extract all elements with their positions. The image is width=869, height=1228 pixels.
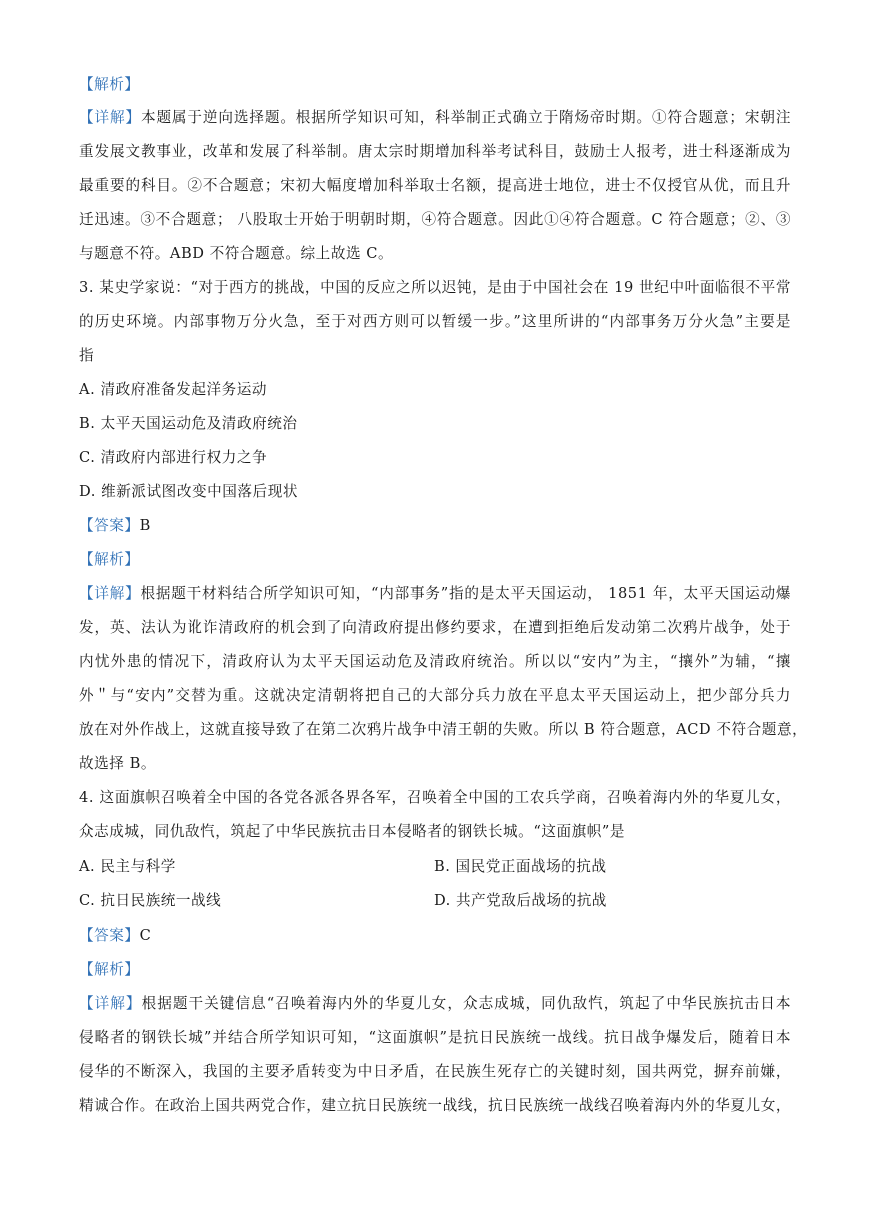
detail-line: 精诚合作。在政治上国共两党合作，建立抗日民族统一战线，抗日民族统一战线召唤着海内外的华夏儿女， <box>79 1097 791 1114</box>
detail-line: 迁迅速。③不合题意； 八股取士开始于明朝时期，④符合题意。因此①④符合题意。C 符合题意；②、③ <box>79 211 791 228</box>
answer-tag: 【答案】 <box>79 517 140 534</box>
option-d: D. 共产党敌后战场的抗战 <box>434 892 607 909</box>
option-b: B. 太平天国运动危及清政府统治 <box>79 415 298 432</box>
detail-line: 与题意不符。ABD 不符合题意。综上故选 C。 <box>79 245 394 262</box>
question-stem-line: 指 <box>79 347 95 364</box>
analysis-tag: 【解析】 <box>79 551 140 568</box>
detail-line: 【详解】根据题干材料结合所学知识可知，“内部事务”指的是太平天国运动， 1851 年，太平天国运动爆 <box>79 585 791 602</box>
question-stem-line: 的历史环境。内部事物万分火急，至于对西方则可以暂缓一步。”这里所讲的“内部事务万分火急”主要是 <box>79 313 791 330</box>
detail-line: 最重要的科目。②不合题意；宋初大幅度增加科举取士名额，提高进士地位，进士不仅授官从优，而且升 <box>79 177 791 194</box>
detail-line: 外＂与“安内”交替为重。这就决定清朝将把自己的大部分兵力放在平息太平天国运动上，把少部分兵力 <box>79 687 791 704</box>
option-c: C. 抗日民族统一战线 <box>79 892 222 909</box>
detail-tag: 【详解】 <box>79 109 141 126</box>
answer-tag: 【答案】 <box>79 927 140 944</box>
question-stem-line: 3. 某史学家说：“对于西方的挑战，中国的反应之所以迟钝，是由于中国社会在 19 世纪中叶面临很不平常 <box>79 279 791 296</box>
option-d: D. 维新派试图改变中国落后现状 <box>79 483 298 500</box>
detail-tag: 【详解】 <box>79 585 141 602</box>
question-stem-line: 众志成城，同仇敌忾，筑起了中华民族抗击日本侵略者的钢铁长城。“这面旗帜”是 <box>79 823 626 840</box>
detail-line: 重发展文教事业，改革和发展了科举制。唐太宗时期增加科举考试科目，鼓励士人报考，进士科逐渐成为 <box>79 143 791 160</box>
detail-tag: 【详解】 <box>79 995 142 1012</box>
detail-line: 【详解】根据题干关键信息“召唤着海内外的华夏儿女，众志成城，同仇敌忾，筑起了中华民族抗击日本 <box>79 995 791 1012</box>
option-c: C. 清政府内部进行权力之争 <box>79 449 268 466</box>
question-stem-line: 4. 这面旗帜召唤着全中国的各党各派各界各军，召唤着全中国的工农兵学商，召唤着海内外的华夏儿女， <box>79 789 791 806</box>
analysis-tag: 【解析】 <box>79 76 140 93</box>
detail-line: 内忧外患的情况下，清政府认为太平天国运动危及清政府统治。所以以“安内”为主，“攘外”为辅，“攘 <box>79 653 791 670</box>
answer-line <box>79 516 791 536</box>
analysis-tag: 【解析】 <box>79 961 140 978</box>
detail-line: 发，英、法认为讹诈清政府的机会到了向清政府提出修约要求，在遭到拒绝后发动第二次鸦片战争，处于 <box>79 619 791 636</box>
answer-value: C <box>139 927 152 944</box>
detail-line: 放在对外作战上，这就直接导致了在第二次鸦片战争中清王朝的失败。所以 B 符合题意，ACD 不符合题意， <box>79 721 808 738</box>
option-a: A. 清政府准备发起洋务运动 <box>79 381 268 398</box>
detail-line: 故选择 B。 <box>79 755 157 772</box>
detail-line: 侵略者的钢铁长城”并结合所学知识可知，“这面旗帜”是抗日民族统一战线。抗日战争爆发后，随着日本 <box>79 1029 791 1046</box>
option-b: B. 国民党正面战场的抗战 <box>434 858 607 875</box>
answer-line <box>79 926 791 946</box>
option-a: A. 民主与科学 <box>79 858 176 875</box>
detail-line: 侵华的不断深入，我国的主要矛盾转变为中日矛盾，在民族生死存亡的关键时刻，国共两党，摒弃前嫌， <box>79 1063 791 1080</box>
detail-line: 【详解】本题属于逆向选择题。根据所学知识可知，科举制正式确立于隋炀帝时期。①符合题意；宋朝注 <box>79 109 792 126</box>
answer-value: B <box>139 517 151 534</box>
